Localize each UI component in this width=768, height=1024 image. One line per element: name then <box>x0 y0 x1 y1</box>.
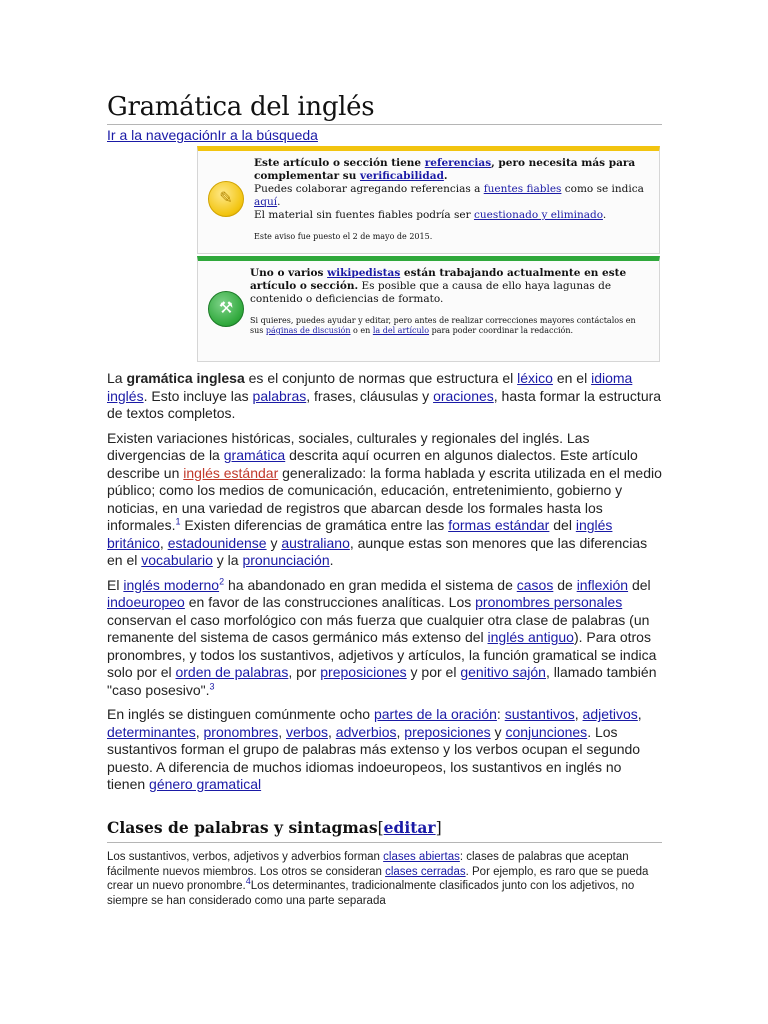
section-heading: Clases de palabras y sintagmas[editar] <box>107 818 442 837</box>
article-talk-link[interactable]: la del artículo <box>372 326 430 335</box>
prepositions-link[interactable]: preposiciones <box>320 664 407 680</box>
cases-link[interactable]: casos <box>516 576 554 593</box>
personal-pronouns-link[interactable]: pronombres personales <box>475 594 623 610</box>
indo-european-link[interactable]: indoeuropeo <box>107 594 185 610</box>
saxon-genitive-link[interactable]: genitivo sajón <box>460 664 546 680</box>
section-divider <box>107 842 662 843</box>
in-use-notice <box>197 256 660 362</box>
australian-link[interactable]: australiano <box>281 534 350 551</box>
paragraph-4: En inglés se distinguen comúnmente ocho partes de la oración: sustantivos, adjetivos, determinantes, pronombres, verbos, adverbios, preposiciones y conjunciones. Los sustantivos forman el grupo de palabras más extenso y los verbos ocupan el segundo puesto. A diferencia de muchos idiomas indoeuropeos, los sustantivos en inglés no tienen género gramatical <box>107 706 642 792</box>
old-english-link[interactable]: inglés antiguo <box>487 629 574 645</box>
references-notice <box>197 146 660 254</box>
pronunciation-link[interactable]: pronunciación <box>242 552 330 568</box>
conjunctions-link[interactable]: conjunciones <box>505 723 588 740</box>
open-classes-link[interactable]: clases abiertas <box>383 851 460 863</box>
paragraph-2: Existen variaciones históricas, sociales, culturales y regionales del inglés. Las divergencias de la gramática descrita aquí ocurren en algunos dialectos. Este artículo describe un inglés estándar generalizado: la forma hablada y escrita utilizada en el medio público; como los medios de comunicación, educación, entretenimiento, gobierno y noticias, en una variedad de registros que abarcan desde los formales hasta los informales.$^1$ Existen diferencias de gramática entre las formas estándar del inglés británico, estadounidense y australiano, aunque estas son menores que las diferencias en el vocabulario y la pronunciación. <box>107 429 662 568</box>
user-talk-link[interactable]: páginas de discusión <box>265 326 351 335</box>
standard-forms-link[interactable]: formas estándar <box>448 517 550 533</box>
pronouns-link[interactable]: pronombres <box>203 723 279 740</box>
modern-english-link[interactable]: inglés moderno <box>123 576 220 593</box>
english-language-link[interactable]: idioma inglés <box>107 370 633 404</box>
article-body <box>107 370 662 801</box>
nav-link[interactable]: Ir a la navegación <box>107 127 218 143</box>
info-book-icon: ✎ <box>208 181 244 217</box>
skip-links <box>107 127 318 143</box>
citation-2[interactable]: 2 <box>219 575 225 586</box>
vocabulary-link[interactable]: vocabulario <box>141 552 213 568</box>
prepositions-pos-link[interactable]: preposiciones <box>404 723 491 740</box>
standard-english-link[interactable]: inglés estándar <box>183 464 279 481</box>
grammar-link[interactable]: gramática <box>223 447 286 463</box>
word-order-link[interactable]: orden de palabras <box>175 664 289 680</box>
paragraph-1: La gramática inglesa es el conjunto de normas que estructura el léxico en el idioma inglés. Esto incluye las palabras, frases, cláusulas y oraciones, hasta formar la estructura de textos completos. <box>107 370 662 421</box>
verbs-link[interactable]: verbos <box>285 723 329 740</box>
paragraph-3: El inglés moderno$^2$ ha abandonado en gran medida el sistema de casos de inflexión del indoeuropeo en favor de las construcciones analíticas. Los pronombres personales conservan el caso morfológico con más fuerza que cualquier otra clase de palabras (un remanente del sistema de casos germánico más extenso del inglés antiguo). Para otros pronombres, y todos los sustantivos, adjetivos y artículos, la función gramatical se indica solo por el orden de palabras, por preposiciones y por el genitivo sajón, llamado también "caso posesivo".$^3$ <box>107 575 657 698</box>
here-link[interactable]: aquí <box>254 196 278 208</box>
british-english-link[interactable]: inglés británico <box>107 517 613 551</box>
construction-worker-icon: ⚒ <box>208 291 244 327</box>
references-notice-text: Este artículo o sección tiene referencias, pero necesita más para complementar su verificabilidad. Puedes colaborar agregando referencias a fuentes fiables como se indica aquí. El material sin fuentes fiables podría ser cuestionado y eliminado. Este aviso fue puesto el 2 de mayo de 2015. <box>254 157 649 242</box>
notice-date: Este aviso fue puesto el 2 de mayo de 2015. <box>254 232 433 241</box>
title-divider <box>107 124 662 125</box>
grammatical-gender-link[interactable]: género gramatical <box>149 776 262 792</box>
parts-of-speech-link[interactable]: partes de la oración <box>373 706 497 722</box>
edit-section-link[interactable]: editar <box>383 818 436 837</box>
citation-3[interactable]: 3 <box>209 680 215 691</box>
adverbs-link[interactable]: adverbios <box>335 723 397 740</box>
words-link[interactable]: palabras <box>252 387 307 404</box>
sentences-link[interactable]: oraciones <box>433 387 494 404</box>
adjectives-link[interactable]: adjetivos <box>582 706 638 722</box>
reliable-sources-link[interactable]: fuentes fiables <box>483 183 562 195</box>
in-use-notice-text: Uno o varios wikipedistas están trabajando actualmente en este artículo o sección. Es posible que a causa de ello haya lagunas de contenido o deficiencias de formato. Si quieres, puedes ayudar y editar, pero antes de realizar correcciones mayores contáctalos en sus páginas de discusión o en la del artículo para poder coordinar la redacción. <box>250 267 636 335</box>
closed-classes-link[interactable]: clases cerradas <box>385 865 466 878</box>
inflection-link[interactable]: inflexión <box>576 576 629 593</box>
references-link[interactable]: referencias <box>424 157 492 169</box>
citation-4[interactable]: 4 <box>245 876 251 887</box>
lexicon-link[interactable]: léxico <box>517 370 553 386</box>
american-link[interactable]: estadounidense <box>167 534 267 551</box>
page-title: Gramática del inglés <box>107 92 375 122</box>
nouns-link[interactable]: sustantivos <box>504 706 575 722</box>
section-text: Los sustantivos, verbos, adjetivos y adverbios forman clases abiertas: clases de palabras que aceptan fácilmente nuevos miembros. Los otros se consideran clases cerradas. Por ejemplo, es raro que se pueda crear un nuevo pronombre.$^4$Los determinantes, tradicionalmente clasificados junto con los adjetivos, no siempre se han considerado como una parte separada <box>107 851 649 907</box>
search-link[interactable]: Ir a la búsqueda <box>217 127 318 143</box>
determiners-link[interactable]: determinantes <box>107 723 196 740</box>
citation-1[interactable]: 1 <box>175 516 181 527</box>
wikipedians-link[interactable]: wikipedistas <box>327 267 401 279</box>
challenged-link[interactable]: cuestionado y eliminado <box>473 209 603 221</box>
verifiability-link[interactable]: verificabilidad <box>359 170 444 182</box>
